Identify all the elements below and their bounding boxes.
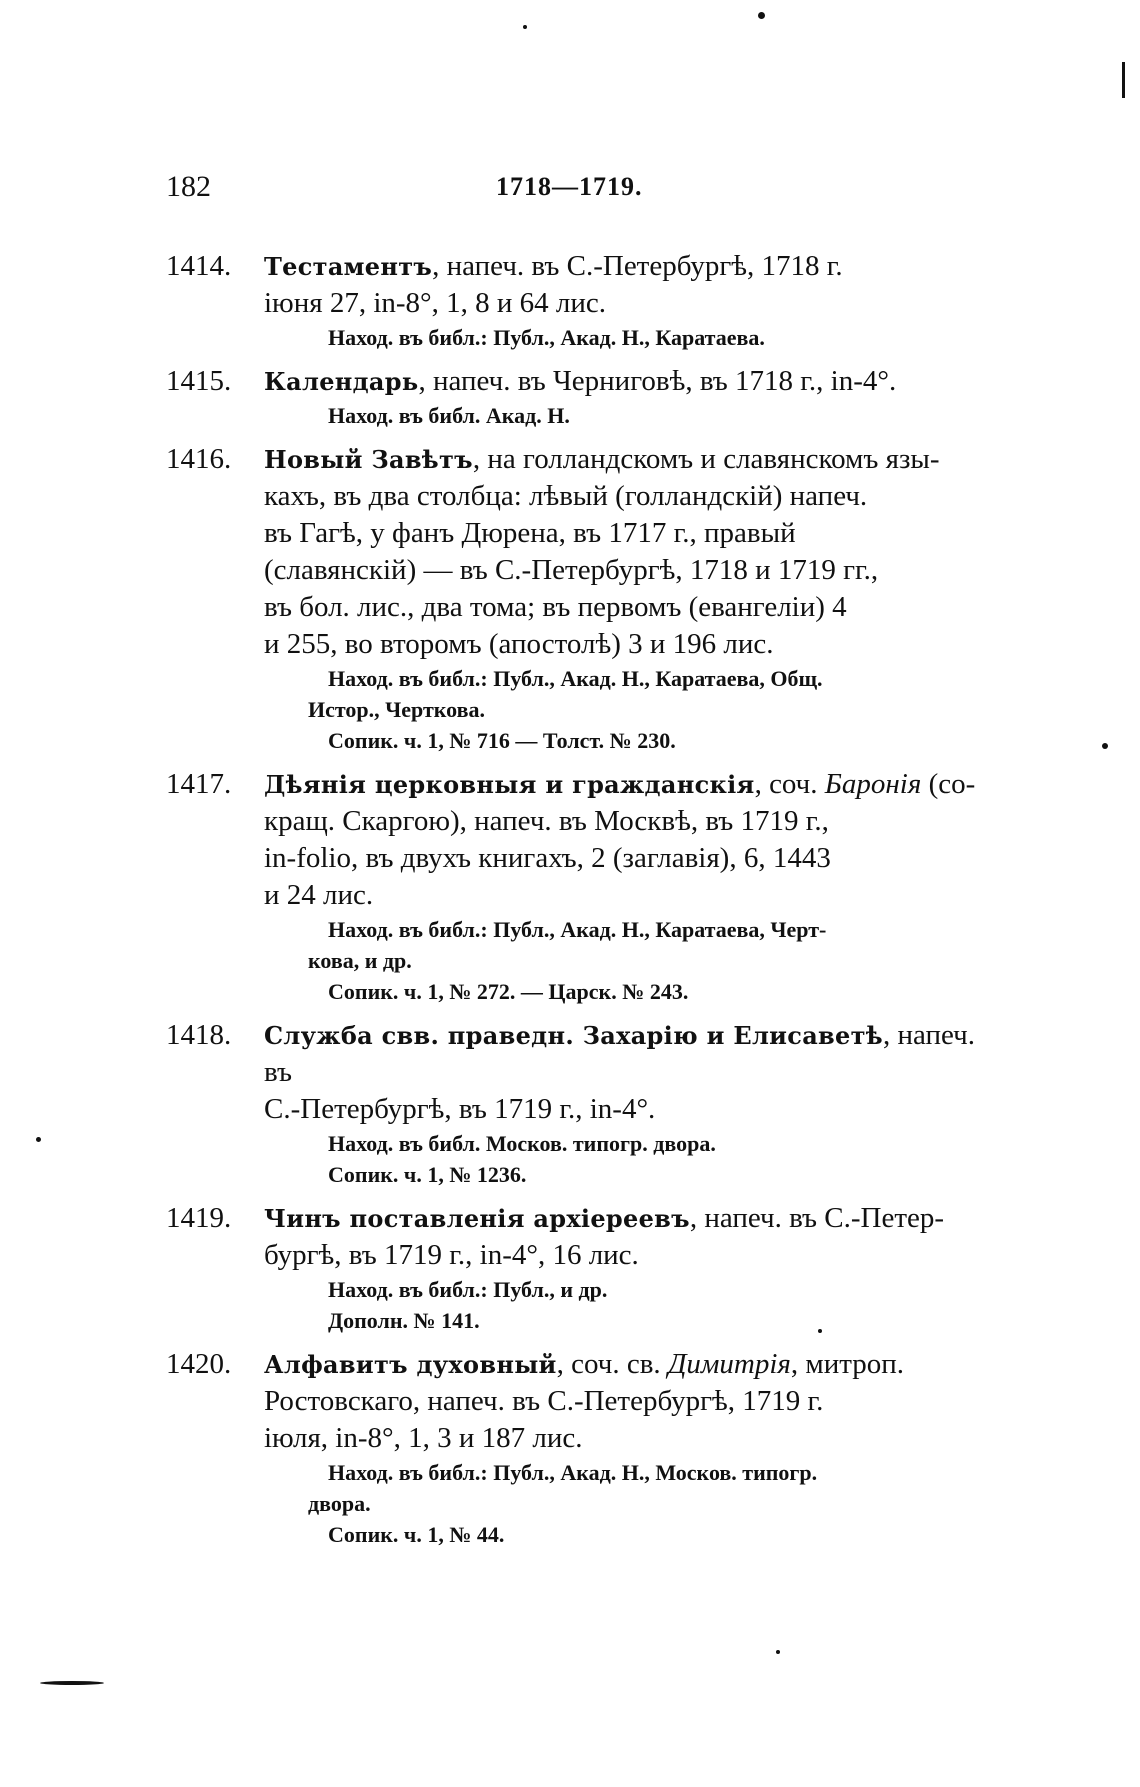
entry-author: Баронія [824, 768, 922, 800]
text-line: іюня 27, in-8°, 1, 8 и 64 лис. [264, 287, 607, 319]
text-line: напеч. въ С.-Петербургѣ, 1718 г. [446, 250, 843, 282]
text-line: и 255, во второмъ (апостолѣ) 3 и 196 лис. [264, 628, 774, 660]
bibliography-entries [166, 248, 1008, 1560]
text-line: на голландскомъ и славянскомъ язы- [487, 443, 940, 475]
entry-note: двора. [308, 1491, 371, 1516]
entry-note: Истор., Черткова. [308, 697, 486, 722]
entry-title: Служба свв. праведн. Захарію и Елисаветѣ [264, 1021, 883, 1050]
text-line: кращ. Скаргою), напеч. въ Москвѣ, въ 1719 г., [264, 805, 829, 837]
entry-note: Наход. въ библ.: Публ., Акад. Н., Каратаева, Общ. [328, 666, 823, 691]
text-line: (славянскій) — въ С.-Петербургѣ, 1718 и 1719 гг., [264, 554, 879, 586]
author-prefix: соч. св. [571, 1348, 661, 1380]
scan-speck [776, 1650, 780, 1654]
text-line: С.-Петербургѣ, въ 1719 г., in-4°. [264, 1093, 656, 1125]
scan-speck [758, 12, 765, 19]
scan-speck [36, 1137, 41, 1142]
entry-note: Наход. въ библ. Москов. типогр. двора. [328, 1131, 716, 1156]
entry-text: 1418. Служба свв. праведн. Захарію и Елисаветѣ, напеч. въ С.-Петербургѣ, въ 1719 г., in-4°. [166, 1019, 975, 1125]
text-line: (со- [928, 768, 976, 800]
entry-title: Тестаментъ [264, 252, 433, 281]
entry-note: Дополн. № 141. [328, 1308, 480, 1333]
page-number: 182 [166, 170, 211, 203]
text-line: in-folio, въ двухъ книгахъ, 2 (заглавія), 6, 1443 [264, 842, 831, 874]
scan-speck [523, 25, 527, 29]
entry-number: 1417. [166, 768, 232, 800]
text-line: напеч. въ [264, 1019, 975, 1088]
entry-1416 [166, 441, 1008, 756]
entry-note: Сопик. ч. 1, № 716 — Толст. № 230. [328, 728, 676, 753]
entry-note: Наход. въ библ.: Публ., Акад. Н., Москов. типогр. [328, 1460, 818, 1485]
entry-1417 [166, 766, 1008, 1007]
text-line: въ бол. лис., два тома; въ первомъ (евангеліи) 4 [264, 591, 847, 623]
text-line: Ростовскаго, напеч. въ С.-Петербургѣ, 1719 г. [264, 1385, 824, 1417]
entry-note: Сопик. ч. 1, № 272. — Царск. № 243. [328, 979, 689, 1004]
text-line: напеч. въ Черниговѣ, въ 1718 г., in-4°. [432, 365, 897, 397]
entry-text: 1420. Алфавитъ духовный, соч. св. Димитрія, митроп. Ростовскаго, напеч. въ С.-Петербургѣ, 1719 г. іюля, in-8°, 1, 3 и 187 лис. [166, 1348, 905, 1454]
entry-title: Дѣянія церковныя и гражданскія [264, 770, 755, 799]
text-line: кахъ, въ два столбца: лѣвый (голландскій) напеч. [264, 480, 868, 512]
page-header [166, 170, 1006, 210]
entry-number: 1420. [166, 1348, 232, 1380]
entry-text: 1416. Новый Завѣтъ, на голландскомъ и славянскомъ язы- кахъ, въ два столбца: лѣвый (голландскій) напеч. въ Гагѣ, у фанъ Дюрена, въ 1717 г., правый (славянскій) — въ С.-Петербургѣ, 1718 и 1719 гг., въ бол. лис., два тома; въ первомъ (евангеліи) 4 и 255, во второмъ (апостолѣ) 3 и 196 лис. [166, 443, 940, 660]
entry-number: 1418. [166, 1019, 232, 1051]
scan-edge-mark [1122, 62, 1125, 98]
entry-1418 [166, 1017, 1008, 1190]
entry-1419 [166, 1200, 1008, 1336]
entry-number: 1415. [166, 365, 232, 397]
entry-1414 [166, 248, 1008, 353]
entry-title: Алфавитъ духовный [264, 1350, 557, 1379]
entry-text: 1417. Дѣянія церковныя и гражданскія, соч. Баронія (со- кращ. Скаргою), напеч. въ Москвѣ, въ 1719 г., in-folio, въ двухъ книгахъ, 2 (заглавія), 6, 1443 и 24 лис. [166, 768, 976, 911]
scan-speck [818, 1329, 822, 1333]
entry-title: Чинъ поставленія архіереевъ [264, 1204, 690, 1233]
entry-1420 [166, 1346, 1008, 1550]
entry-number: 1419. [166, 1202, 232, 1234]
author-prefix: соч. [769, 768, 818, 800]
entry-number: 1416. [166, 443, 232, 475]
scan-speck [1102, 743, 1108, 749]
entry-text: 1414. Тестаментъ, напеч. въ С.-Петербургѣ, 1718 г. іюня 27, in-8°, 1, 8 и 64 лис. [166, 250, 843, 319]
entry-note: Сопик. ч. 1, № 1236. [328, 1162, 527, 1187]
running-head: 1718—1719. [496, 172, 643, 201]
entry-title: Новый Завѣтъ [264, 445, 473, 474]
entry-note: Наход. въ библ.: Публ., Акад. Н., Каратаева. [328, 325, 765, 350]
scan-edge-mark [40, 1681, 104, 1685]
text-line: напеч. въ С.-Петер- [704, 1202, 945, 1234]
entry-note: Наход. въ библ.: Публ., Акад. Н., Каратаева, Черт- [328, 917, 827, 942]
entry-note: Наход. въ библ. Акад. Н. [328, 403, 570, 428]
entry-title: Календарь [264, 367, 419, 396]
text-line: митроп. [805, 1348, 905, 1380]
entry-author: Димитрія [667, 1348, 791, 1380]
entry-text: 1415. Календарь, напеч. въ Черниговѣ, въ 1718 г., in-4°. [166, 363, 1008, 400]
text-line: въ Гагѣ, у фанъ Дюрена, въ 1717 г., правый [264, 517, 796, 549]
entry-number: 1414. [166, 250, 232, 282]
entry-text: 1419. Чинъ поставленія архіереевъ, напеч. въ С.-Петер- бургѣ, въ 1719 г., in-4°, 16 лис. [166, 1202, 945, 1271]
text-line: іюля, in-8°, 1, 3 и 187 лис. [264, 1422, 583, 1454]
entry-1415 [166, 363, 1008, 431]
text-line: бургѣ, въ 1719 г., in-4°, 16 лис. [264, 1239, 639, 1271]
entry-note: кова, и др. [308, 948, 412, 973]
entry-note: Наход. въ библ.: Публ., и др. [328, 1277, 608, 1302]
text-line: и 24 лис. [264, 879, 374, 911]
entry-note: Сопик. ч. 1, № 44. [328, 1522, 505, 1547]
